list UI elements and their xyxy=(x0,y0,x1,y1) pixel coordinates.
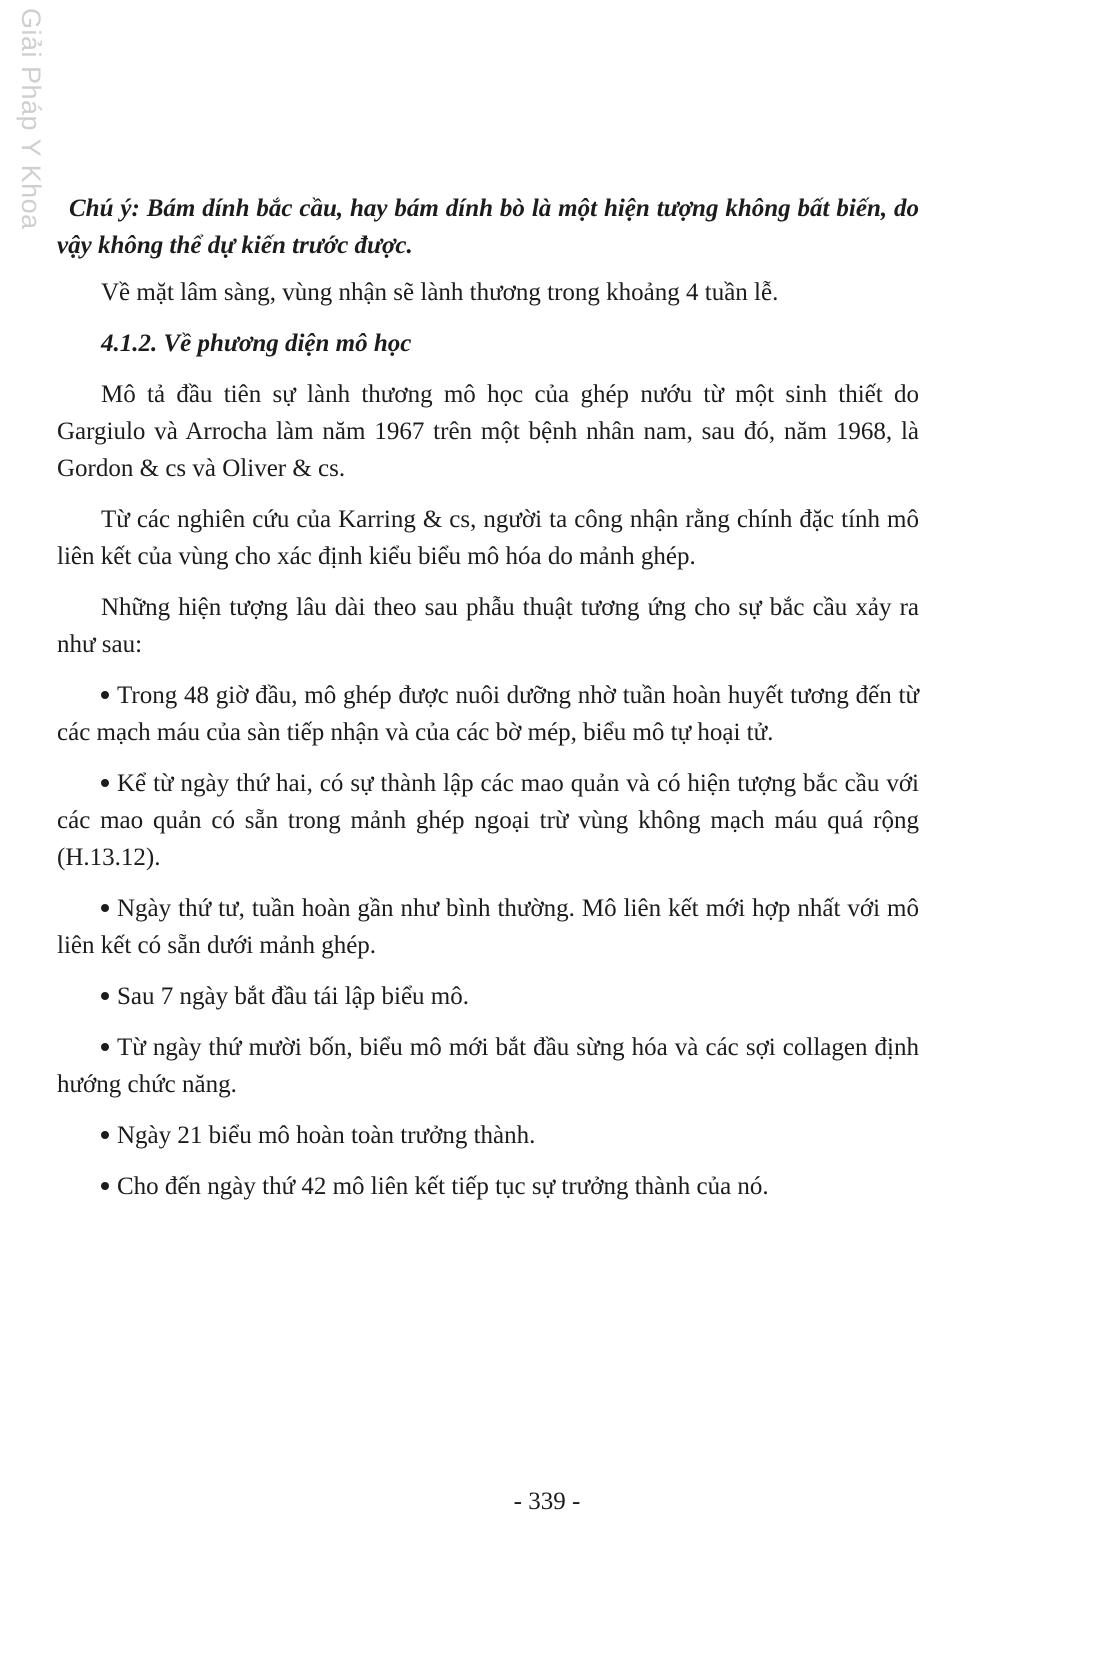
bullet-icon xyxy=(101,1131,109,1139)
list-item-text: Ngày 21 biểu mô hoàn toàn trưởng thành. xyxy=(117,1122,536,1149)
note-lead: Chú ý xyxy=(69,195,132,222)
list-item xyxy=(57,677,919,751)
bullet-icon xyxy=(101,992,109,1000)
clinical-paragraph: Về mặt lâm sàng, vùng nhận sẽ lành thương trong khoảng 4 tuần lễ. xyxy=(101,279,779,306)
list-item xyxy=(57,890,919,964)
list-item xyxy=(57,765,919,876)
list-item xyxy=(57,1117,919,1154)
section-heading: 4.1.2. Về phương diện mô học xyxy=(101,330,412,357)
list-item-text: Từ ngày thứ mười bốn, biểu mô mới bắt đầu sừng hóa và các sợi collagen định hướng chức năng. xyxy=(57,1034,919,1098)
bullet-icon xyxy=(101,779,109,787)
bullet-icon xyxy=(101,1043,109,1051)
page-number: - 339 - xyxy=(513,1488,581,1515)
note-text: : Bám dính bắc cầu, hay bám dính bò là một hiện tượng không bất biến, do vậy không thể dự kiến trước được. xyxy=(57,195,919,259)
note-paragraph xyxy=(57,190,919,264)
list-item xyxy=(57,1029,919,1103)
watermark: Giải Pháp Y Khoa xyxy=(16,8,46,230)
page-body xyxy=(57,190,919,1219)
list-item-text: Cho đến ngày thứ 42 mô liên kết tiếp tục sự trưởng thành của nó. xyxy=(117,1173,769,1200)
list-item-text: Kể từ ngày thứ hai, có sự thành lập các mao quản và có hiện tượng bắc cầu với các mao quản có sẵn trong mảnh ghép ngoại trừ vùng không mạch máu quá rộng (H.13.12). xyxy=(57,770,919,871)
list-item-text: Ngày thứ tư, tuần hoàn gần như bình thường. Mô liên kết mới hợp nhất với mô liên kết có sẵn dưới mảnh ghép. xyxy=(57,895,919,959)
bullet-icon xyxy=(101,691,109,699)
bullet-icon xyxy=(101,1182,109,1190)
list-item-text: Trong 48 giờ đầu, mô ghép được nuôi dưỡng nhờ tuần hoàn huyết tương đến từ các mạch máu của sàn tiếp nhận và của các bờ mép, biểu mô tự hoại tử. xyxy=(57,682,919,746)
histology-intro-paragraph: Mô tả đầu tiên sự lành thương mô học của ghép nướu từ một sinh thiết do Gargiulo và Arrocha làm năm 1967 trên một bệnh nhân nam, sau đó, năm 1968, là Gordon & cs và Oliver & cs. xyxy=(57,381,919,482)
long-term-intro-paragraph: Những hiện tượng lâu dài theo sau phẫu thuật tương ứng cho sự bắc cầu xảy ra như sau: xyxy=(57,594,919,658)
karring-paragraph: Từ các nghiên cứu của Karring & cs, người ta công nhận rằng chính đặc tính mô liên kết của vùng cho xác định kiểu biểu mô hóa do mảnh ghép. xyxy=(57,506,919,570)
list-item-text: Sau 7 ngày bắt đầu tái lập biểu mô. xyxy=(117,983,470,1010)
list-item xyxy=(57,978,919,1015)
list-item xyxy=(57,1168,919,1205)
bullet-icon xyxy=(101,904,109,912)
